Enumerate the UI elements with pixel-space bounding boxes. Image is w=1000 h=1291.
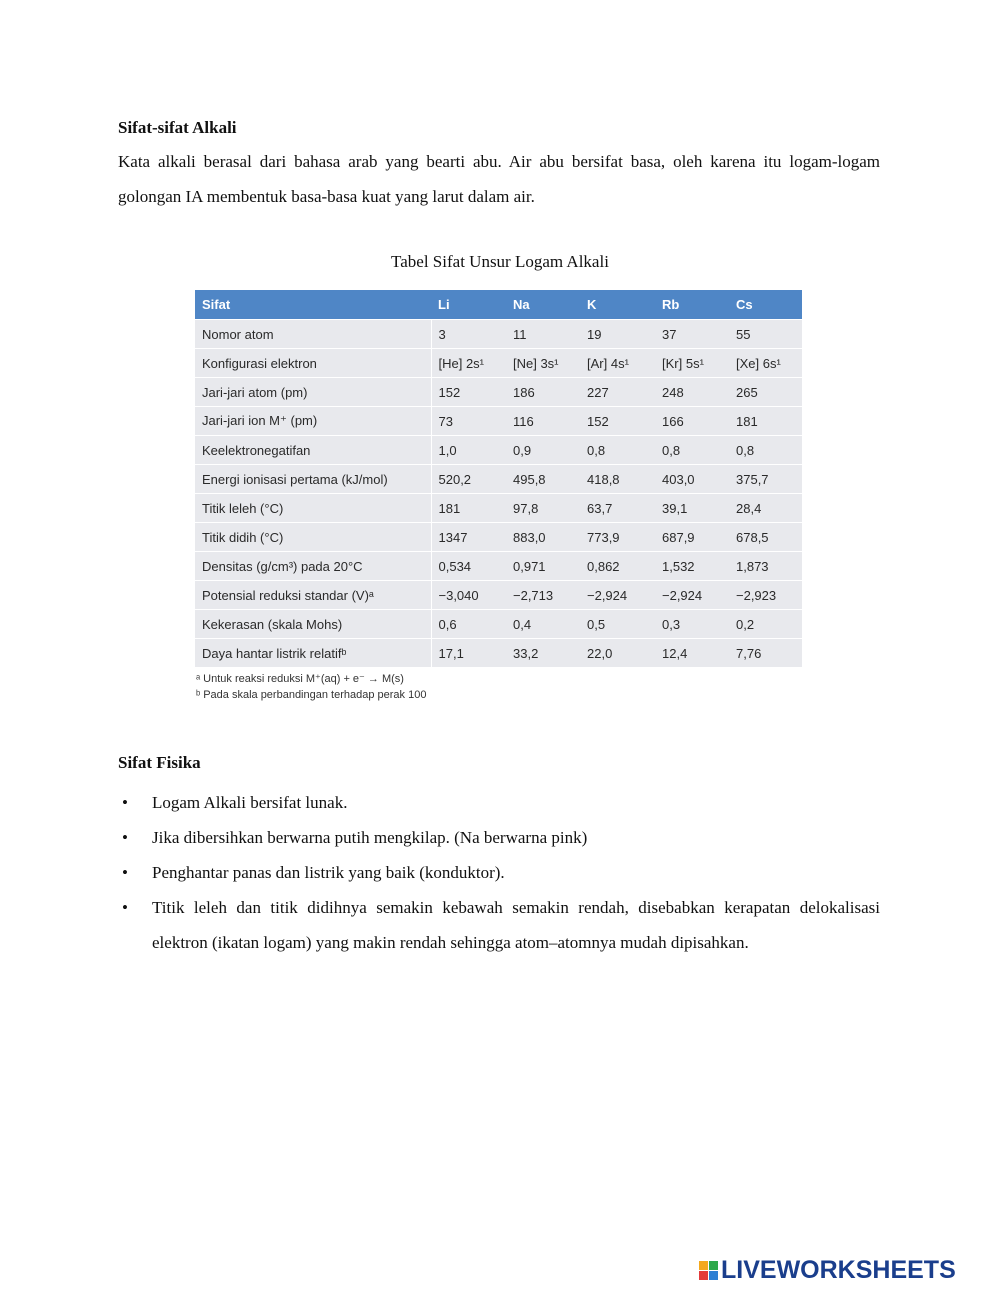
value-cell: 1347 <box>431 523 506 552</box>
bullet-icon: • <box>122 793 128 812</box>
table-row <box>195 552 802 581</box>
value-cell: 181 <box>431 494 506 523</box>
value-cell: 166 <box>655 407 729 436</box>
physical-properties-list <box>118 785 880 960</box>
header-cell: Sifat <box>195 290 431 320</box>
value-cell: 28,4 <box>729 494 802 523</box>
list-item-text: Titik leleh dan titik didihnya semakin kebawah semakin rendah, disebabkan kerapatan delokalisasi elektron (ikatan logam) yang makin rendah sehingga atom–atomnya mudah dipisahkan. <box>152 898 880 952</box>
table-row <box>195 639 802 668</box>
value-cell: 12,4 <box>655 639 729 668</box>
value-cell: 0,971 <box>506 552 580 581</box>
value-cell: 883,0 <box>506 523 580 552</box>
value-cell: 375,7 <box>729 465 802 494</box>
value-cell: −2,713 <box>506 581 580 610</box>
table-row <box>195 523 802 552</box>
value-cell: 186 <box>506 378 580 407</box>
value-cell: [Ar] 4s¹ <box>580 349 655 378</box>
table-row <box>195 320 802 349</box>
header-cell: Na <box>506 290 580 320</box>
value-cell: 0,862 <box>580 552 655 581</box>
row-label-cell: Jari-jari atom (pm) <box>195 378 431 407</box>
value-cell: 0,2 <box>729 610 802 639</box>
row-label-cell: Keelektronegatifan <box>195 436 431 465</box>
value-cell: 17,1 <box>431 639 506 668</box>
value-cell: 39,1 <box>655 494 729 523</box>
value-cell: 3 <box>431 320 506 349</box>
value-cell: 0,8 <box>580 436 655 465</box>
value-cell: 678,5 <box>729 523 802 552</box>
value-cell: 1,873 <box>729 552 802 581</box>
value-cell: 418,8 <box>580 465 655 494</box>
value-cell: 63,7 <box>580 494 655 523</box>
header-cell: K <box>580 290 655 320</box>
liveworksheets-logo <box>699 1255 956 1285</box>
header-cell: Rb <box>655 290 729 320</box>
list-item <box>118 855 880 890</box>
row-label-cell: Densitas (g/cm³) pada 20°C <box>195 552 431 581</box>
value-cell: 227 <box>580 378 655 407</box>
bullet-icon: • <box>122 863 128 882</box>
value-cell: −3,040 <box>431 581 506 610</box>
row-label-cell: Daya hantar listrik relatifᵇ <box>195 639 431 668</box>
value-cell: 265 <box>729 378 802 407</box>
row-label-cell: Kekerasan (skala Mohs) <box>195 610 431 639</box>
logo-block <box>709 1261 718 1270</box>
value-cell: 33,2 <box>506 639 580 668</box>
value-cell: −2,924 <box>580 581 655 610</box>
table-row <box>195 465 802 494</box>
value-cell: 0,3 <box>655 610 729 639</box>
logo-block <box>699 1261 708 1270</box>
value-cell: 0,8 <box>729 436 802 465</box>
value-cell: [Xe] 6s¹ <box>729 349 802 378</box>
value-cell: 0,534 <box>431 552 506 581</box>
value-cell: 116 <box>506 407 580 436</box>
value-cell: 0,5 <box>580 610 655 639</box>
row-label-cell: Titik didih (°C) <box>195 523 431 552</box>
value-cell: [Kr] 5s¹ <box>655 349 729 378</box>
value-cell: 11 <box>506 320 580 349</box>
value-cell: −2,924 <box>655 581 729 610</box>
value-cell: −2,923 <box>729 581 802 610</box>
value-cell: 73 <box>431 407 506 436</box>
logo-blocks-icon <box>699 1261 718 1280</box>
value-cell: 0,4 <box>506 610 580 639</box>
list-item-text: Logam Alkali bersifat lunak. <box>152 793 348 812</box>
list-item-text: Penghantar panas dan listrik yang baik (konduktor). <box>152 863 505 882</box>
list-item <box>118 785 880 820</box>
logo-block <box>709 1271 718 1280</box>
table-row <box>195 494 802 523</box>
value-cell: 0,9 <box>506 436 580 465</box>
list-item <box>118 890 880 960</box>
value-cell: 7,76 <box>729 639 802 668</box>
value-cell: 687,9 <box>655 523 729 552</box>
table-row <box>195 349 802 378</box>
row-label-cell: Titik leleh (°C) <box>195 494 431 523</box>
value-cell: 1,532 <box>655 552 729 581</box>
value-cell: 0,6 <box>431 610 506 639</box>
row-label-cell: Jari-jari ion M⁺ (pm) <box>195 407 431 436</box>
value-cell: 55 <box>729 320 802 349</box>
list-item <box>118 820 880 855</box>
table-caption: Tabel Sifat Unsur Logam Alkali <box>391 252 609 271</box>
row-label-cell: Potensial reduksi standar (V)ᵃ <box>195 581 431 610</box>
header-cell: Li <box>431 290 506 320</box>
value-cell: 19 <box>580 320 655 349</box>
list-item-text: Jika dibersihkan berwarna putih mengkilap. (Na berwarna pink) <box>152 828 588 847</box>
value-cell: 1,0 <box>431 436 506 465</box>
table-row <box>195 407 802 436</box>
value-cell: 495,8 <box>506 465 580 494</box>
value-cell: 248 <box>655 378 729 407</box>
row-label-cell: Nomor atom <box>195 320 431 349</box>
footnote: ᵃ Untuk reaksi reduksi M⁺(aq) + e⁻ → M(s) <box>196 673 404 685</box>
value-cell: 181 <box>729 407 802 436</box>
value-cell: 22,0 <box>580 639 655 668</box>
header-cell: Cs <box>729 290 802 320</box>
table-row <box>195 581 802 610</box>
table-header-row <box>195 290 802 320</box>
value-cell: 773,9 <box>580 523 655 552</box>
row-label-cell: Energi ionisasi pertama (kJ/mol) <box>195 465 431 494</box>
value-cell: 152 <box>580 407 655 436</box>
value-cell: [Ne] 3s¹ <box>506 349 580 378</box>
section-heading-fisika: Sifat Fisika <box>118 753 201 772</box>
section-heading-alkali: Sifat-sifat Alkali <box>118 118 237 137</box>
row-label-cell: Konfigurasi elektron <box>195 349 431 378</box>
footnote: ᵇ Pada skala perbandingan terhadap perak 100 <box>196 689 427 701</box>
value-cell: [He] 2s¹ <box>431 349 506 378</box>
value-cell: 152 <box>431 378 506 407</box>
value-cell: 403,0 <box>655 465 729 494</box>
logo-text: LIVEWORKSHEETS <box>721 1255 956 1284</box>
logo-block <box>699 1271 708 1280</box>
value-cell: 97,8 <box>506 494 580 523</box>
value-cell: 0,8 <box>655 436 729 465</box>
table-row <box>195 436 802 465</box>
table-row <box>195 610 802 639</box>
alkali-properties-table <box>195 290 802 703</box>
bullet-icon: • <box>122 898 128 917</box>
table-row <box>195 378 802 407</box>
alkali-paragraph: Kata alkali berasal dari bahasa arab yang bearti abu. Air abu bersifat basa, oleh karena itu logam-logam golongan IA membentuk basa-basa kuat yang larut dalam air. <box>118 152 880 206</box>
value-cell: 37 <box>655 320 729 349</box>
table-footnotes <box>195 671 802 703</box>
value-cell: 520,2 <box>431 465 506 494</box>
bullet-icon: • <box>122 828 128 847</box>
